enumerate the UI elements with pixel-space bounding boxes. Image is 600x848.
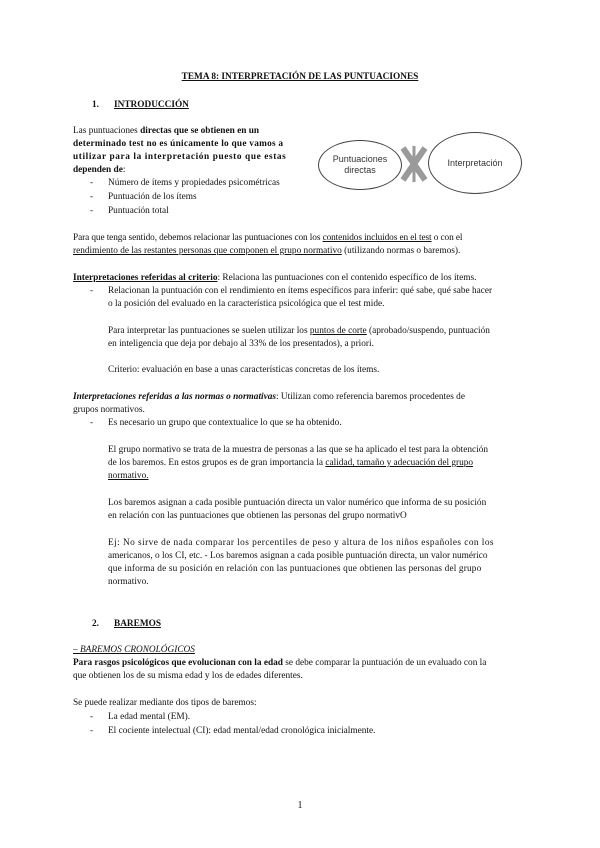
cross-icon xyxy=(400,144,428,184)
normas-heading-line: Interpretaciones referidas a las normas o normativas: Utilizan como referencia baremos procedentes de xyxy=(73,392,465,402)
paragraph-sentido-line-2: rendimiento de las restantes personas que componen el grupo normativo (utilizando normas o baremos). xyxy=(73,246,461,256)
diagram-node-raw-scores: Puntuaciones directas xyxy=(318,140,402,190)
normas-p3-line-3: que informa de su posición en relación con las puntuaciones que obtienen las personas del grupo xyxy=(108,564,482,574)
intro-line-1: Las puntuaciones directas que se obtienen en un xyxy=(73,126,260,136)
section-title: INTRODUCCIÓN xyxy=(114,100,189,110)
intro-line-2: determinado test no es únicamente lo que vamos a xyxy=(73,139,284,149)
baremos-line-2: que obtienen los de su misma edad y los de edades diferentes. xyxy=(73,671,303,681)
document-page: TEMA 8: INTERPRETACIÓN DE LAS PUNTUACIONES 1. INTRODUCCIÓN Las puntuaciones directas que se obtienen en un determinado test no es únicamente lo que vamos a utilizar para la interpretación puesto que estas dependen de: - Número de ítems y propiedades psicométricas - Puntuación de los ítems - Puntuación total Puntuaciones directas Interpretación Para que tenga sentido, debemos relacionar las puntuaciones con los contenidos incluidos en el test o con el rendimiento de las restantes personas que componen el grupo normativo (utilizando normas o baremos). Interpretaciones referidas al criterio: Relaciona las puntuaciones con el contenido específico de los ítems. - Relacionan la puntuación con el rendimiento en ítems específicos para inferir: qué sabe, qué sabe hacer o la posición del evaluado en la característica psicológica que el test mide. Para interpretar las puntuaciones se suelen utilizar los puntos de corte (aprobado/suspendo, puntuación en inteligencia que deja por debajo al 33% de los presentados), a priori. Criterio: evaluación en base a unas características concretas de los ítems. Interpretaciones referidas a las normas o normativas: Utilizan como referencia baremos procedentes de grupos normativos. - Es necesario un grupo que contextualice lo que se ha obtenido. El grupo normativo se trata de la muestra de personas a las que se ha aplicado el test para la obtención de los baremos. En estos grupos es de gran importancia la calidad, tamaño y adecuación del grupo normativo. Los baremos asignan a cada posible puntuación directa un valor numérico que informa de su posición en relación con las puntuaciones que obtienen las personas del grupo normativO Ej: No sirve de nada comparar los percentiles de peso y altura de los niños españoles con los americanos, o los CI, etc. - Los baremos asignan a cada posible puntuación directa, un valor numérico que informa de su posición en relación con las puntuaciones que obtienen las personas del grupo normativo. 2. BAREMOS – BAREMOS CRONOLÓGICOS Para rasgos psicológicos que evolucionan con la edad se debe comparar la puntuación de un evaluado con la que obtienen los de su misma edad y los de edades diferentes. Se puede realizar mediante dos tipos de baremos: - La edad mental (EM). - El cociente intelectual (CI): edad mental/edad cronológica inicialmente. 1 xyxy=(0,0,600,848)
normas-line-2: grupos normativos. xyxy=(73,405,145,415)
criterio-p2-line-2: en inteligencia que deja por debajo al 33% de los presentados), a priori. xyxy=(108,339,374,349)
normas-bullet: Es necesario un grupo que contextualice lo que se ha obtenido. xyxy=(108,418,342,428)
criterio-p3: Criterio: evaluación en base a unas características concretas de los ítems. xyxy=(108,365,380,375)
section-1-heading xyxy=(92,99,189,112)
normas-p1-line-3: normativo. xyxy=(108,471,149,481)
list-item: El cociente intelectual (CI): edad mental/edad cronológica inicialmente. xyxy=(108,726,376,736)
normas-p3-line-1: Ej: No sirve de nada comparar los percentiles de peso y altura de los niños españoles con los xyxy=(108,538,494,548)
normas-p3-line-2: americanos, o los CI, etc. - Los baremos asignan a cada posible puntuación directa, un valor numérico xyxy=(108,551,488,561)
section-number: 2. xyxy=(92,619,99,629)
list-item: Puntuación total xyxy=(108,206,169,216)
criterio-heading-line: Interpretaciones referidas al criterio: Relaciona las puntuaciones con el contenido específico de los ítems. xyxy=(73,273,477,283)
intro-line-4: dependen de: xyxy=(73,165,126,175)
paragraph-sentido-line-1: Para que tenga sentido, debemos relacionar las puntuaciones con los contenidos incluidos en el test o con el xyxy=(73,233,463,243)
baremos-line-1: Para rasgos psicológicos que evolucionan con la edad se debe comparar la puntuación de un evaluado con la xyxy=(73,658,487,668)
intro-line-3: utilizar para la interpretación puesto que estas xyxy=(73,152,287,162)
normas-p2-line-2: en relación con las puntuaciones que obtienen las personas del grupo normativO xyxy=(108,511,407,521)
section-title: BAREMOS xyxy=(114,619,162,629)
document-title: TEMA 8: INTERPRETACIÓN DE LAS PUNTUACIONES xyxy=(181,72,419,82)
baremos-line-3: Se puede realizar mediante dos tipos de baremos: xyxy=(73,698,257,708)
normas-p1-line-1: El grupo normativo se trata de la muestra de personas a las que se ha aplicado el test para la obtención xyxy=(108,445,489,455)
normas-p2-line-1: Los baremos asignan a cada posible puntuación directa un valor numérico que informa de su posición xyxy=(108,498,487,508)
section-2-heading xyxy=(92,618,161,631)
section-number: 1. xyxy=(92,100,99,110)
criterio-bullet-line-1: Relacionan la puntuación con el rendimiento en ítems específicos para inferir: qué sabe, qué sabe hacer xyxy=(108,286,493,296)
list-item: Número de ítems y propiedades psicométricas xyxy=(108,178,280,188)
diagram-node-interpretation: Interpretación xyxy=(428,132,522,194)
criterio-bullet-line-2: o la posición del evaluado en la característica psicológica que el test mide. xyxy=(108,299,385,309)
list-item: Puntuación de los ítems xyxy=(108,192,197,202)
criterio-p2-line-1: Para interpretar las puntuaciones se suelen utilizar los puntos de corte (aprobado/suspendo, puntuación xyxy=(108,326,490,336)
list-item: La edad mental (EM). xyxy=(108,712,191,722)
normas-p1-line-2: de los baremos. En estos grupos es de gran importancia la calidad, tamaño y adecuación del grupo xyxy=(108,458,474,468)
baremos-subheading: – BAREMOS CRONOLÓGICOS xyxy=(73,645,195,655)
page-number: 1 xyxy=(297,800,303,811)
normas-p3-line-4: normativo. xyxy=(108,577,149,587)
